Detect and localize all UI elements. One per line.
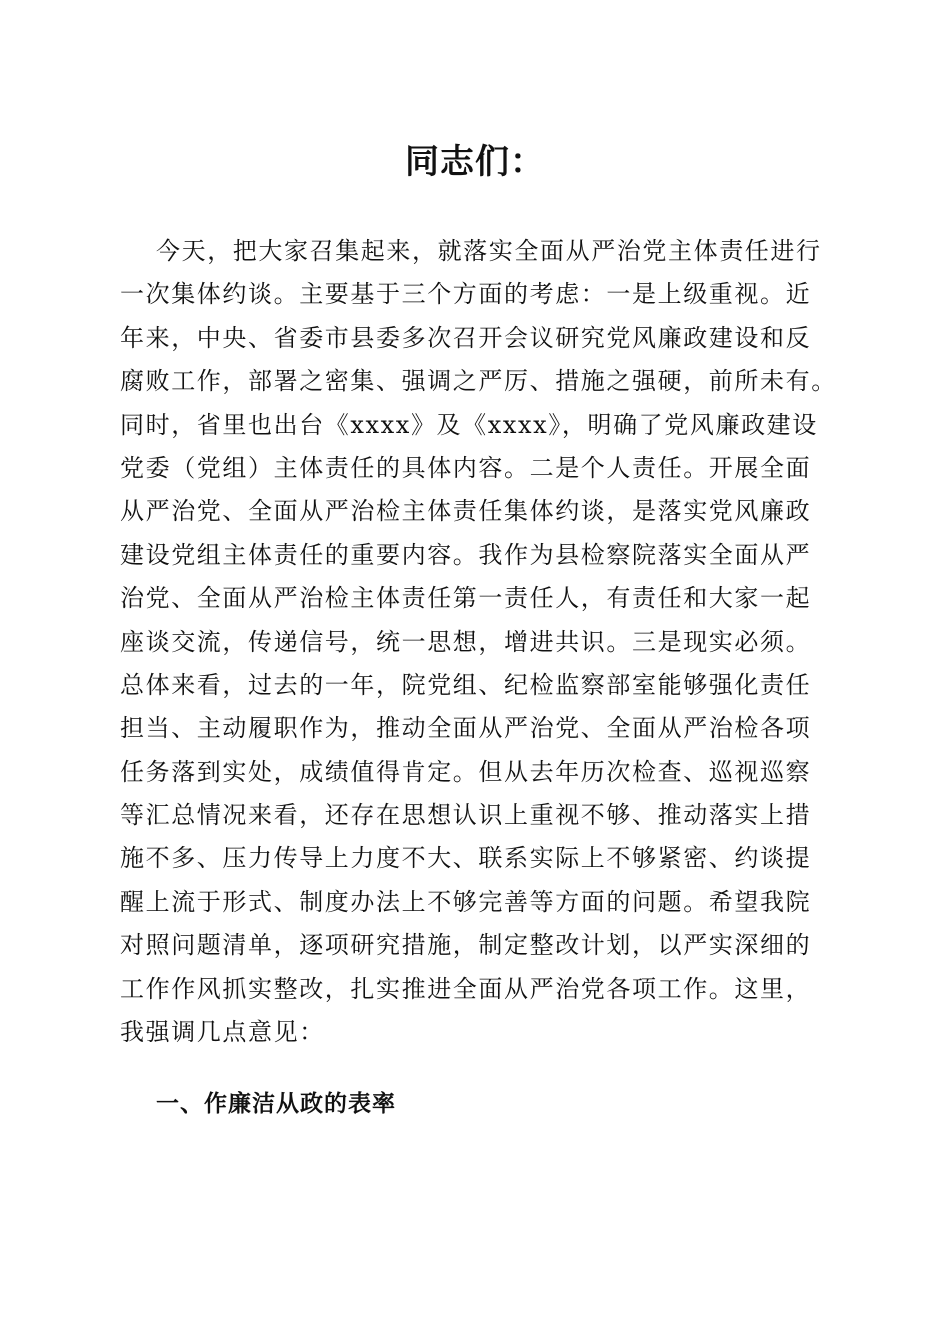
paragraph-line: 总体来看，过去的一年，院党组、纪检监察部室能够强化责任 bbox=[120, 670, 812, 699]
paragraph-line: 对照问题清单，逐项研究措施，制定整改计划，以严实深细的 bbox=[120, 931, 812, 960]
paragraph-line: 等汇总情况来看，还存在思想认识上重视不够、推动落实上措 bbox=[120, 801, 812, 830]
body-paragraph bbox=[120, 230, 838, 1054]
paragraph-line: 今天，把大家召集起来，就落实全面从严治党主体责任进行 bbox=[156, 237, 822, 265]
paragraph-line: 从严治党、全面从严治检主体责任集体约谈，是落实党风廉政 bbox=[120, 497, 812, 526]
paragraph-line: 座谈交流，传递信号，统一思想，增进共识。三是现实必须。 bbox=[120, 627, 812, 656]
paragraph-line: 工作作风抓实整改，扎实推进全面从严治党各项工作。这里， bbox=[120, 974, 812, 1003]
paragraph-line: 治党、全面从严治检主体责任第一责任人，有责任和大家一起 bbox=[120, 584, 812, 613]
paragraph-line: 担当、主动履职作为，推动全面从严治党、全面从严治检各项 bbox=[120, 714, 812, 743]
paragraph-line: 建设党组主体责任的重要内容。我作为县检察院落实全面从严 bbox=[120, 540, 812, 569]
paragraph-line: 一次集体约谈。主要基于三个方面的考虑：一是上级重视。近 bbox=[120, 280, 812, 309]
document-title: 同志们： bbox=[405, 142, 545, 182]
paragraph-line: 党委（党组）主体责任的具体内容。二是个人责任。开展全面 bbox=[120, 453, 812, 482]
paragraph-line: 同时，省里也出台《xxxx》及《xxxx》，明确了党风廉政建设 bbox=[120, 410, 818, 439]
paragraph-line: 施不多、压力传导上力度不大、联系实际上不够紧密、约谈提 bbox=[120, 844, 812, 873]
paragraph-line: 任务落到实处，成绩值得肯定。但从去年历次检查、巡视巡察 bbox=[120, 757, 812, 786]
paragraph-line: 醒上流于形式、制度办法上不够完善等方面的问题。希望我院 bbox=[120, 887, 812, 916]
paragraph-line: 腐败工作，部署之密集、强调之严厉、措施之强硬，前所未有。 bbox=[120, 367, 837, 396]
paragraph-line: 我强调几点意见： bbox=[120, 1018, 325, 1047]
paragraph-line: 年来，中央、省委市县委多次召开会议研究党风廉政建设和反 bbox=[120, 323, 812, 352]
section-heading: 一、作廉洁从政的表率 bbox=[156, 1091, 396, 1117]
